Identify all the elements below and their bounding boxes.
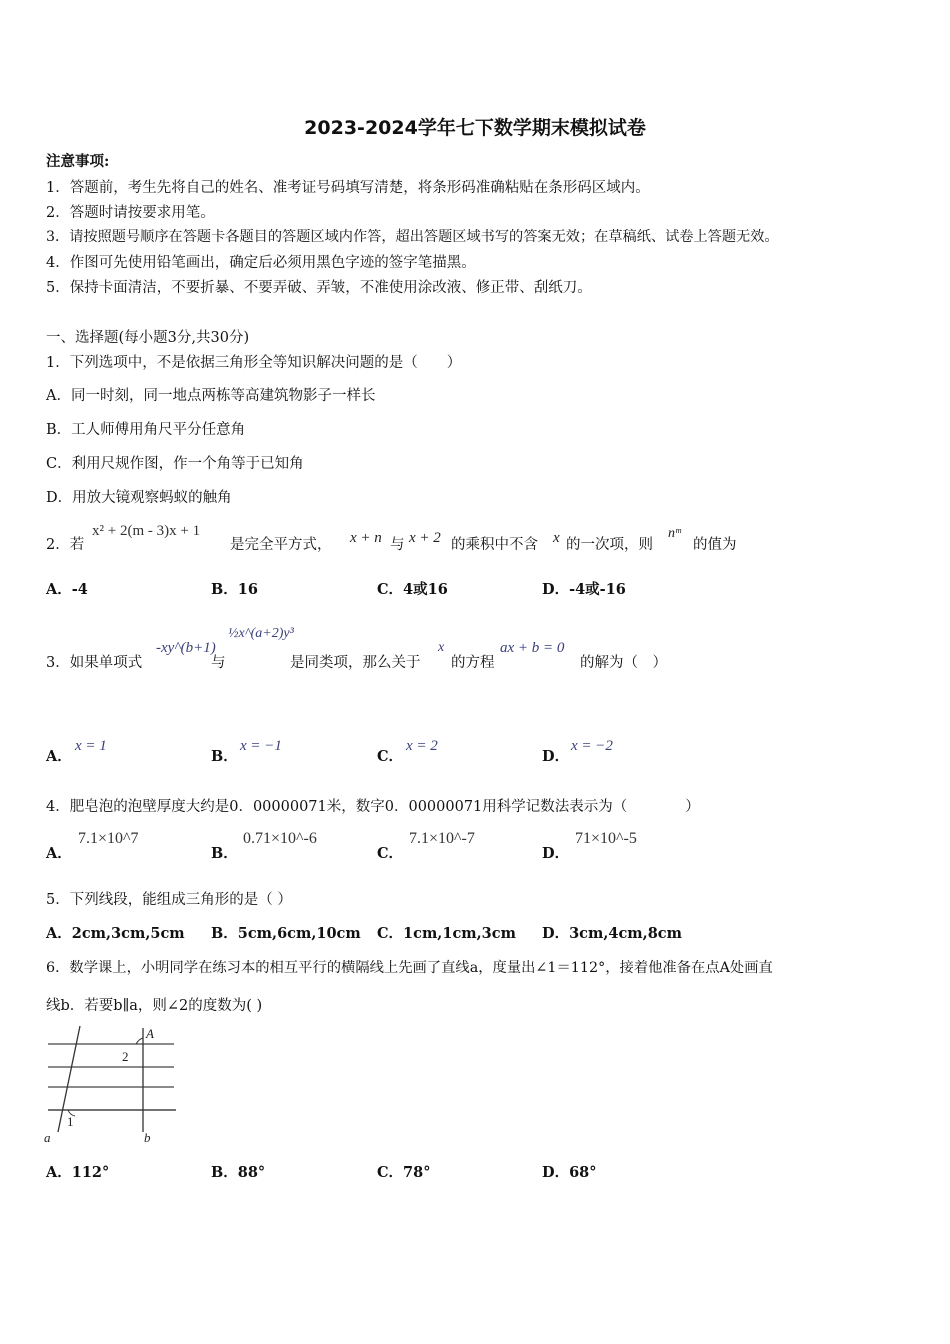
notice-item: 5．保持卡面清洁，不要折暴、不要弄破、弄皱，不准使用涂改液、修正带、刮纸刀。 (46, 280, 592, 296)
q3-monomial-2: ½x^(a+2)y³ (228, 626, 294, 641)
q3-option-d-label: D． (542, 748, 570, 765)
q4-option-b-label: B． (211, 845, 238, 862)
q3-option-c-label: C． (377, 748, 404, 765)
notice-item: 3．请按照题号顺序在答题卡各题目的答题区域内作答，超出答题区域书写的答案无效；在草稿纸、试卷上答题无效。 (46, 229, 779, 245)
q6-stem-line1: 6．数学课上，小明同学在练习本的相互平行的横隔线上先画了直线a，度量出∠1＝112°，接着他准备在点A处画直 (46, 960, 773, 976)
angle-2-label: 2 (122, 1049, 129, 1064)
q3-option-b-label: B． (211, 748, 238, 765)
q4-stem: 4．肥皂泡的泡壁厚度大约是0．00000071米，数字0．00000071用科学记数法表示为（ ） (46, 799, 700, 815)
q5-stem: 5．下列线段，能组成三角形的是（ ） (46, 892, 292, 908)
q5-option-d: D．3cm,4cm,8cm (542, 925, 682, 942)
point-a-label: A (146, 1026, 154, 1041)
q1-option-b: B．工人师傅用角尺平分任意角 (46, 422, 246, 438)
q2-prefix: 2．若 (46, 537, 85, 553)
q2-text: 的值为 (693, 537, 737, 553)
section-heading: 一、选择题(每小题3分,共30分) (46, 330, 250, 346)
q6-option-b: B．88° (211, 1164, 266, 1181)
q2-option-c: C．4或16 (377, 581, 448, 598)
q4-option-a: 7.1×10^7 (78, 830, 139, 847)
q2-text: 的一次项，则 (566, 537, 653, 553)
q3-text: 的方程 (451, 655, 495, 671)
notice-item: 2．答题时请按要求用笔。 (46, 205, 215, 221)
q1-option-c: C．利用尺规作图，作一个角等于已知角 (46, 456, 304, 472)
q2-text: 的乘积中不含 (451, 537, 538, 553)
q3-prefix: 3．如果单项式 (46, 655, 143, 671)
q2-expression-1: x² + 2(m - 3)x + 1 (92, 523, 201, 539)
q2-option-d: D．-4或-16 (542, 581, 626, 598)
q6-option-a: A．112° (46, 1164, 110, 1181)
q2-text: 与 (390, 537, 405, 553)
q6-option-c: C．78° (377, 1164, 431, 1181)
q3-option-b: x = −1 (240, 738, 282, 754)
q5-option-b: B．5cm,6cm,10cm (211, 925, 361, 942)
q2-variable: x (553, 530, 560, 546)
line-b-label: b (144, 1130, 151, 1145)
q5-option-a: A．2cm,3cm,5cm (46, 925, 185, 942)
q6-figure (42, 1024, 182, 1148)
notice-heading: 注意事项: (46, 153, 110, 170)
q5-option-c: C．1cm,1cm,3cm (377, 925, 516, 942)
q3-option-d: x = −2 (571, 738, 613, 754)
line-a-label: a (44, 1130, 51, 1145)
q2-option-a: A．-4 (46, 581, 88, 598)
q2-option-b: B．16 (211, 581, 258, 598)
q3-text: 与 (211, 655, 226, 671)
q4-option-d-label: D． (542, 845, 570, 862)
q4-option-a-label: A． (46, 845, 72, 862)
notice-item: 4．作图可先使用铅笔画出，确定后必须用黑色字迹的签字笔描黑。 (46, 255, 476, 271)
angle-2-arc (136, 1038, 143, 1044)
q2-expression-2: x + n (350, 530, 382, 546)
exam-title: 2023-2024学年七下数学期末模拟试卷 (304, 117, 646, 139)
q3-text: 的解为（ ） (580, 655, 667, 671)
q3-variable: x (438, 640, 445, 655)
q4-option-d: 71×10^-5 (575, 830, 637, 847)
q3-text: 是同类项，那么关于 (290, 655, 421, 671)
q1-option-a: A．同一时刻，同一地点两栋等高建筑物影子一样长 (46, 388, 376, 404)
q1-stem: 1．下列选项中，不是依据三角形全等知识解决问题的是（ ） (46, 355, 462, 371)
q3-equation: ax + b = 0 (500, 640, 565, 656)
q3-monomial-1: -xy^(b+1) (156, 640, 216, 656)
angle-1-label: 1 (67, 1114, 74, 1129)
notice-item: 1．答题前，考生先将自己的姓名、准考证号码填写清楚，将条形码准确粘贴在条形码区域内。 (46, 180, 650, 196)
q4-option-b: 0.71×10^-6 (243, 830, 317, 847)
q3-option-a-label: A． (46, 748, 72, 765)
q6-stem-line2: 线b．若要b∥a，则∠2的度数为( ) (46, 998, 263, 1014)
q3-option-c: x = 2 (406, 738, 438, 754)
q3-option-a: x = 1 (75, 738, 107, 754)
q4-option-c-label: C． (377, 845, 404, 862)
q2-text: 是完全平方式， (230, 537, 332, 553)
q2-expression-3: x + 2 (409, 530, 441, 546)
q4-option-c: 7.1×10^-7 (409, 830, 475, 847)
q6-option-d: D．68° (542, 1164, 597, 1181)
q2-expression-4: nᵐ (668, 526, 681, 541)
q1-option-d: D．用放大镜观察蚂蚁的触角 (46, 490, 232, 506)
